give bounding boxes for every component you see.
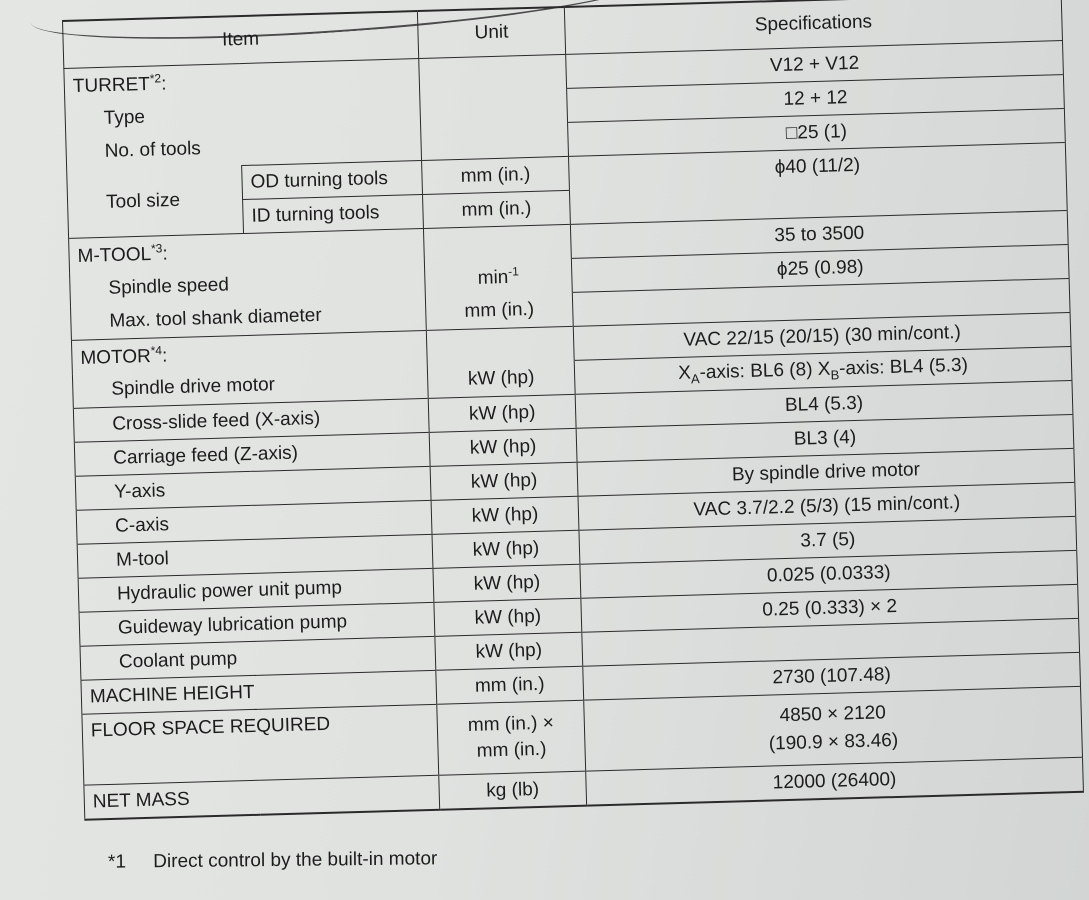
turret-spec: V12 + V12 [566, 41, 1064, 89]
motor-row-spec: By spindle drive motor [577, 448, 1075, 496]
motor-title: MOTOR$^{*4}$: [71, 330, 427, 374]
motor-row-unit: kW (hp) [433, 564, 581, 602]
motor-row-label: Cross-slide feed (X-axis) [73, 398, 429, 442]
id-turning-unit: mm (in.) [423, 190, 571, 228]
net-mass-label: NET MASS [84, 775, 440, 819]
motor-row-label: Hydraulic power unit pump [78, 568, 434, 612]
turret-type-label: Type [65, 93, 421, 137]
machine-height-spec: 2730 (107.48) [583, 652, 1081, 700]
motor-row-unit: kW (hp) [427, 360, 575, 398]
header-item: Item [63, 11, 419, 68]
axis-motor-spec: $X_A$-axis: BL6 (8) $X_B$-axis: BL4 (5.3) [574, 346, 1072, 394]
motor-row-spec: BL4 (5.3) [575, 380, 1073, 428]
mtool-title: M-TOOL$^{*3}$: [69, 228, 425, 272]
spindle-speed-label: Spindle speed [70, 262, 426, 306]
turret-title: TURRET$^{*2}$: [64, 59, 420, 103]
motor-row-label: Spindle drive motor [72, 364, 428, 408]
motor-row-unit: kW (hp) [430, 462, 578, 500]
motor-spec: VAC 22/15 (20/15) (30 min/cont.) [573, 312, 1071, 360]
motor-row-label: Carriage feed (Z-axis) [74, 432, 430, 476]
motor-row-spec: BL3 (4) [576, 414, 1074, 462]
shank-diameter-unit: mm (in.) [425, 292, 573, 330]
header-specifications: Specifications [564, 0, 1062, 54]
id-turning-label: ID turning tools [243, 195, 424, 234]
spec-table [62, 0, 1084, 821]
mtool-speed-spec: 35 to 3500 [570, 211, 1068, 259]
footnote [108, 848, 438, 873]
motor-row-spec: 0.25 (0.333) × 2 [581, 584, 1079, 632]
shank-diameter-label: Max. tool shank diameter [70, 296, 426, 340]
footnote-text: Direct control by the built-in motor [153, 848, 438, 873]
net-mass-spec: 12000 (26400) [586, 757, 1084, 805]
machine-height-unit: mm (in.) [436, 666, 584, 704]
motor-row-unit: kW (hp) [429, 428, 577, 466]
motor-row-label: M-tool [77, 534, 433, 578]
motor-row-spec: VAC 3.7/2.2 (5/3) (15 min/cont.) [578, 482, 1076, 530]
motor-row-label: Y-axis [75, 466, 431, 510]
floor-space-unit: mm (in.) × mm (in.) [437, 700, 586, 775]
motor-row-label: Coolant pump [80, 636, 436, 680]
motor-row-unit: kW (hp) [432, 530, 580, 568]
floor-space-spec: 4850 × 2120 (190.9 × 83.46) [584, 686, 1083, 771]
turret-tools-label: No. of tools [66, 127, 422, 171]
turret-tools-spec: □25 (1) [568, 109, 1066, 157]
tool-size-label: Tool size [67, 166, 244, 239]
od-turning-unit: mm (in.) [422, 156, 570, 194]
od-turning-label: OD turning tools [242, 161, 423, 200]
shank-spec: ϕ25 (0.98) [571, 244, 1069, 292]
spec-table-sheet [62, 0, 1089, 821]
od-turning-spec: ϕ40 (11/2) [569, 143, 1067, 191]
motor-row-spec: 3.7 (5) [579, 516, 1077, 564]
motor-row-label: C-axis [76, 500, 432, 544]
turret-type-spec: 12 + 12 [567, 75, 1065, 123]
motor-row-spec: 0.025 (0.0333) [580, 550, 1078, 598]
net-mass-unit: kg (lb) [439, 771, 587, 810]
motor-row-unit: kW (hp) [434, 598, 582, 636]
motor-row-unit: kW (hp) [431, 496, 579, 534]
header-unit: Unit [417, 7, 565, 59]
motor-row-unit: kW (hp) [435, 632, 583, 670]
machine-height-label: MACHINE HEIGHT [81, 670, 437, 714]
floor-space-label: FLOOR SPACE REQUIRED [82, 704, 439, 785]
spindle-speed-unit: $\min^{-1}$ [424, 258, 572, 296]
motor-row-unit: kW (hp) [428, 394, 576, 432]
footnote-number: *1 [107, 851, 127, 873]
motor-row-label: Guideway lubrication pump [79, 602, 435, 646]
